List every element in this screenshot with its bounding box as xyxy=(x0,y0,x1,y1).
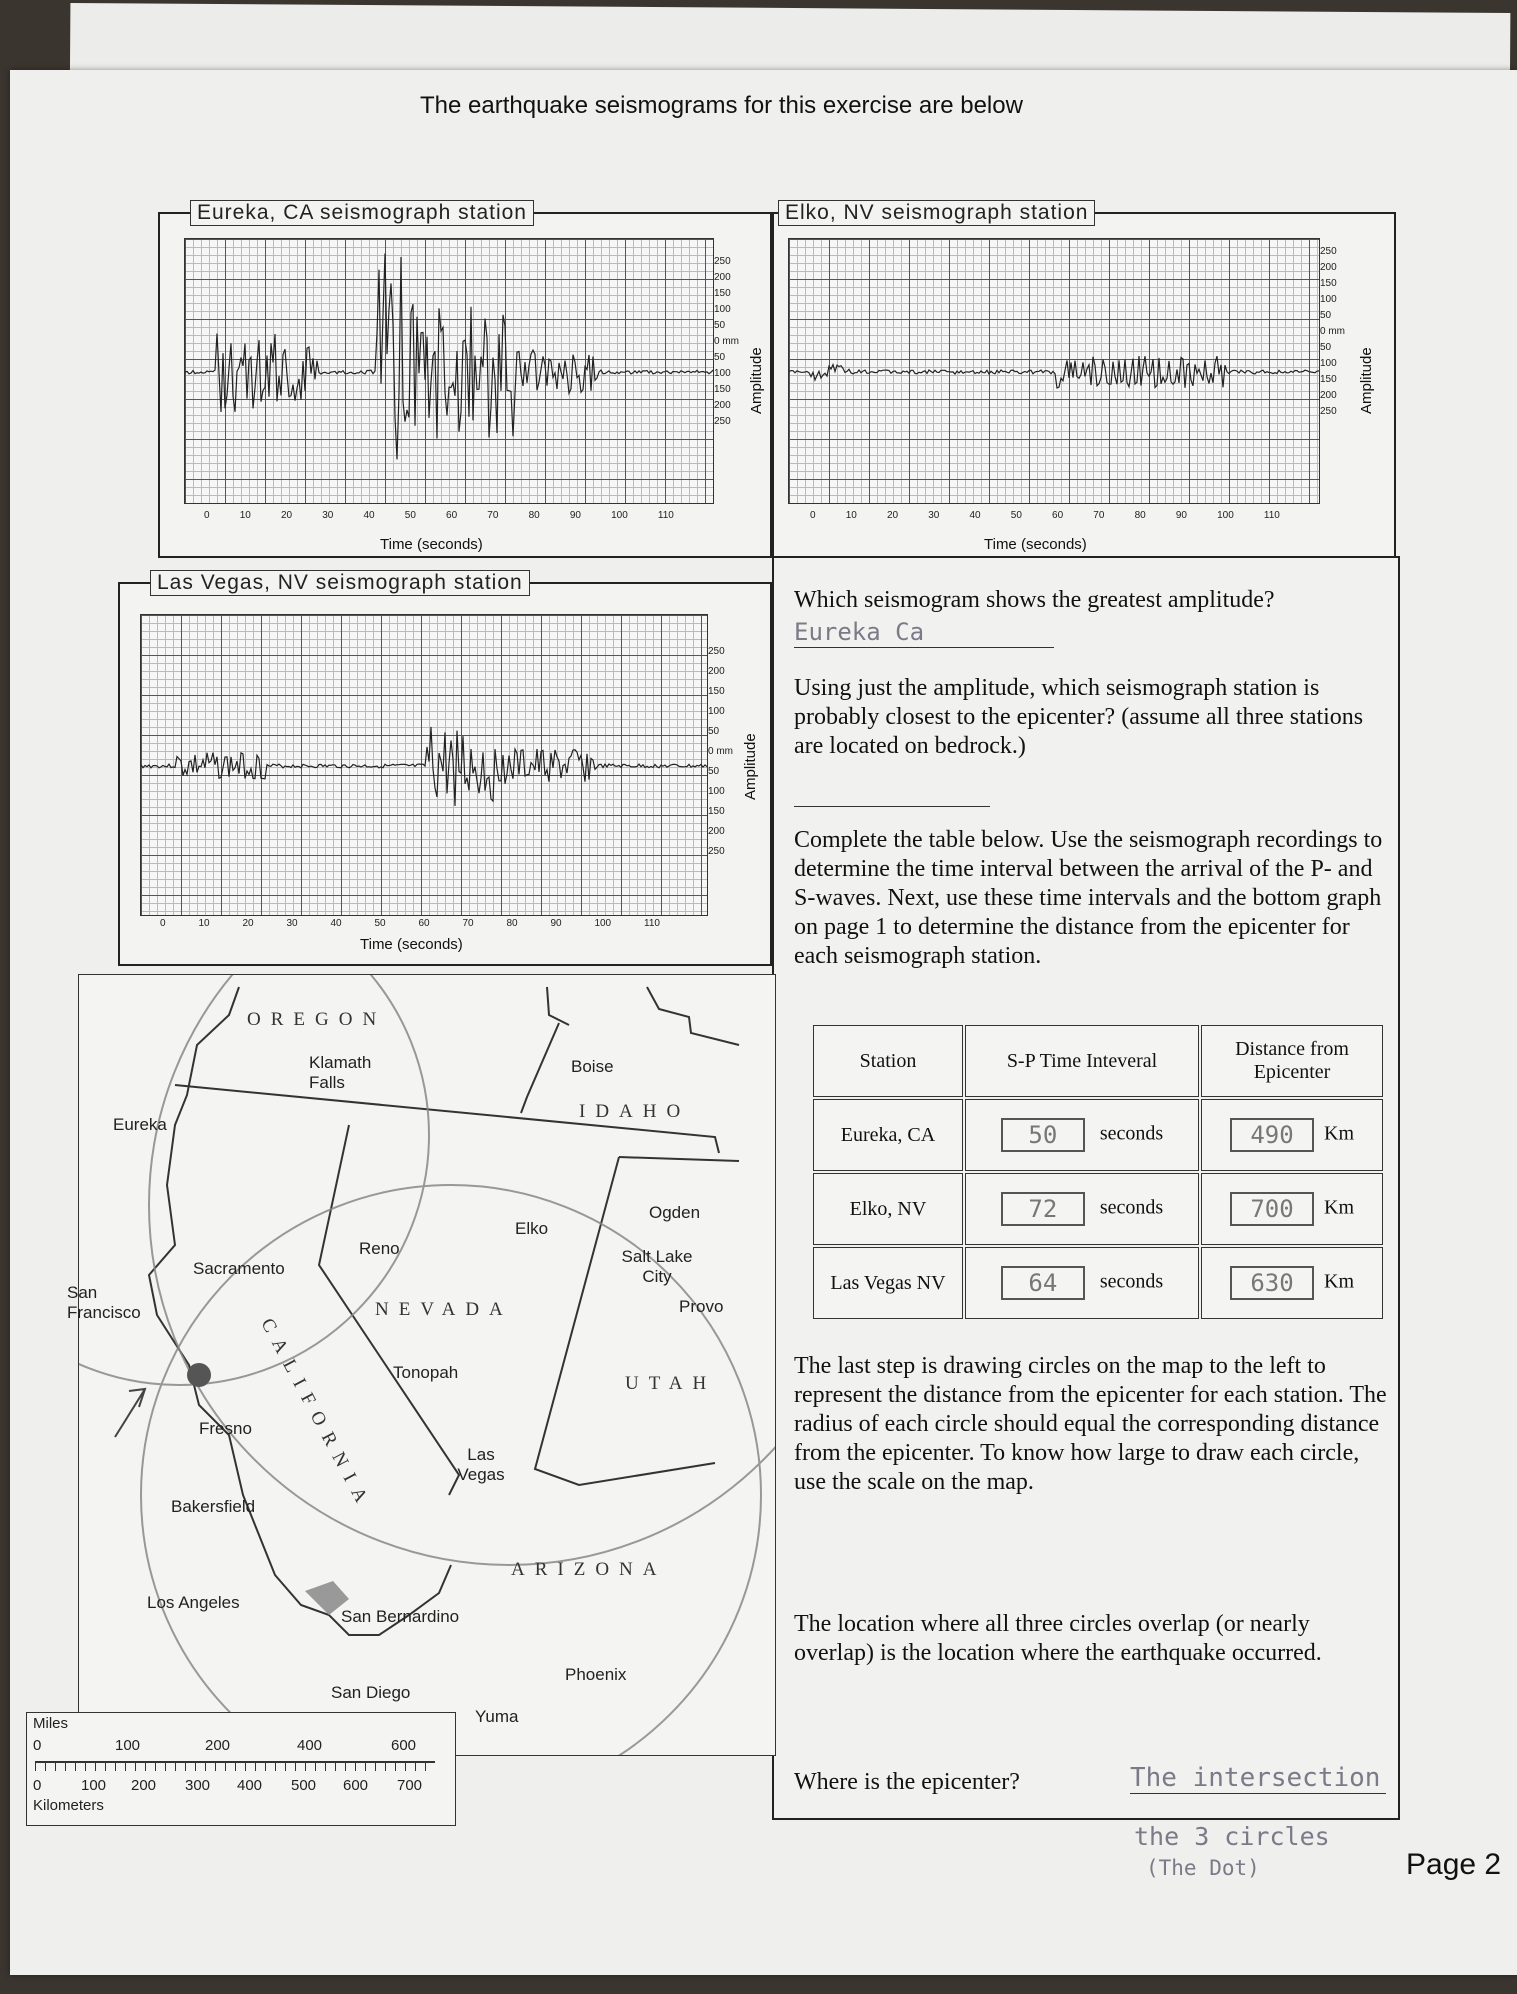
waveform xyxy=(789,356,1319,388)
time-tick: 110 xyxy=(644,918,660,929)
city-label: Salt Lake City xyxy=(621,1247,693,1286)
seismogram-trace xyxy=(185,239,713,503)
amplitude-tick: 200 xyxy=(714,272,731,283)
station-name: Elko, NV xyxy=(813,1173,963,1245)
miles-label: Miles xyxy=(33,1715,69,1732)
seconds-unit: seconds xyxy=(1099,1196,1164,1219)
kilometers-label: Kilometers xyxy=(33,1797,104,1814)
amplitude-tick: 50 xyxy=(1320,342,1332,353)
time-ticks xyxy=(204,510,674,521)
scale-tick: 700 xyxy=(397,1777,423,1794)
amplitude-tick: 200 xyxy=(1320,390,1337,401)
sp-interval-cell xyxy=(965,1173,1199,1245)
scale-tick: 300 xyxy=(185,1777,211,1794)
seismogram-plot xyxy=(788,238,1320,504)
waveform xyxy=(141,727,707,806)
answer-epicenter-line-2: the 3 circles xyxy=(1134,1822,1330,1851)
state-label: ARIZONA xyxy=(511,1559,667,1580)
time-tick: 50 xyxy=(1010,510,1022,521)
distance-circle-eureka xyxy=(79,975,429,1385)
answer-epicenter[interactable]: The intersection xyxy=(1130,1764,1386,1794)
amplitude-label: Amplitude xyxy=(742,733,759,800)
time-tick: 40 xyxy=(330,918,342,929)
city-label: Reno xyxy=(359,1239,400,1258)
amplitude-tick: 100 xyxy=(708,706,725,717)
city-label: San Bernardino xyxy=(341,1607,460,1626)
amplitude-tick: 150 xyxy=(1320,374,1337,385)
amplitude-tick: 150 xyxy=(714,288,731,299)
amplitude-tick: 150 xyxy=(708,806,725,817)
amplitude-tick: 250 xyxy=(1320,406,1337,417)
time-tick: 30 xyxy=(286,918,298,929)
amplitude-tick: 50 xyxy=(1320,310,1332,321)
seismogram-trace xyxy=(141,615,707,915)
km-ticks xyxy=(27,1775,455,1799)
seismogram-plot xyxy=(140,614,708,916)
time-tick: 0 xyxy=(810,510,816,521)
seconds-unit: seconds xyxy=(1099,1270,1164,1293)
distance-cell xyxy=(1201,1173,1383,1245)
time-tick: 10 xyxy=(239,510,251,521)
time-tick: 110 xyxy=(1263,510,1280,521)
scale-tick: 600 xyxy=(343,1777,369,1794)
city-label: Elko xyxy=(515,1219,549,1238)
city-label: Sacramento xyxy=(193,1259,285,1278)
time-tick: 100 xyxy=(611,510,628,521)
amplitude-tick: 200 xyxy=(708,666,725,677)
scale-tick: 100 xyxy=(81,1777,107,1794)
amplitude-tick: 250 xyxy=(714,416,731,427)
scale-tick: 200 xyxy=(131,1777,157,1794)
time-tick: 20 xyxy=(886,510,899,521)
distance-cell xyxy=(1201,1099,1383,1171)
city-label: Ogden xyxy=(649,1203,701,1222)
amplitude-tick: 200 xyxy=(714,400,731,411)
seismogram-elko xyxy=(772,201,1396,558)
time-tick: 20 xyxy=(242,918,254,929)
time-tick: 70 xyxy=(1093,510,1105,521)
km-unit: Km xyxy=(1324,1196,1354,1219)
distance-cell xyxy=(1201,1247,1383,1319)
distance-input[interactable]: 630 xyxy=(1230,1266,1314,1300)
page-number: Page 2 xyxy=(1406,1848,1502,1881)
amplitude-tick: 50 xyxy=(708,766,720,777)
time-tick: 40 xyxy=(969,510,981,521)
amplitude-tick: 150 xyxy=(1320,278,1337,289)
city-label: Eureka xyxy=(113,1115,167,1134)
city-label: Boise xyxy=(571,1057,614,1076)
amplitude-tick: 200 xyxy=(1320,262,1337,273)
instructions-overlap: The location where all three circles overlap (or nearly overlap) is the location where the earthquake occurred. xyxy=(794,1611,1322,1666)
table-header: Distance from Epicenter xyxy=(1201,1025,1383,1097)
seconds-unit: seconds xyxy=(1099,1122,1164,1145)
time-tick: 30 xyxy=(322,510,334,521)
seismogram-title: Las Vegas, NV seismograph station xyxy=(150,570,530,596)
amplitude-tick: 50 xyxy=(714,320,726,331)
table-header: Station xyxy=(813,1025,963,1097)
time-label: Time (seconds) xyxy=(984,536,1087,553)
seismogram-las-vegas xyxy=(118,571,772,966)
amplitude-tick: 0 mm xyxy=(708,746,733,757)
city-label: Klamath Falls xyxy=(309,1053,372,1092)
time-tick: 0 xyxy=(160,918,166,929)
arrow-mark xyxy=(115,1389,145,1437)
time-tick: 90 xyxy=(1175,510,1187,521)
state-label-california: CALIFORNIA xyxy=(256,1315,376,1515)
question-closest-station: Using just the amplitude, which seismograph station is probably closest to the epicenter? (assume all three stations are located on bedrock.) xyxy=(794,675,1364,759)
city-label: Bakersfield xyxy=(171,1497,256,1516)
seismogram-plot xyxy=(184,238,714,504)
city-label: San Diego xyxy=(331,1683,411,1702)
time-tick: 80 xyxy=(1134,510,1146,521)
question-epicenter: Where is the epicenter? xyxy=(794,1769,1020,1795)
time-tick: 60 xyxy=(1052,510,1064,521)
answer-closest-station-blank[interactable] xyxy=(794,780,990,807)
table-row xyxy=(813,1099,1383,1171)
time-tick: 90 xyxy=(569,510,581,521)
scale-tick: 600 xyxy=(391,1737,417,1754)
amplitude-tick: 50 xyxy=(708,726,720,737)
km-unit: Km xyxy=(1324,1122,1354,1145)
amplitude-tick: 150 xyxy=(714,384,731,395)
time-label: Time (seconds) xyxy=(380,536,483,553)
city-label: Phoenix xyxy=(565,1665,627,1684)
scale-tick: 100 xyxy=(115,1737,141,1754)
time-tick: 80 xyxy=(528,510,540,521)
amplitude-tick: 250 xyxy=(1320,246,1337,257)
distance-input[interactable]: 490 xyxy=(1230,1118,1314,1152)
scale-tick: 200 xyxy=(205,1737,231,1754)
question-panel xyxy=(772,556,1400,1820)
city-label: Provo xyxy=(679,1297,724,1316)
time-tick: 90 xyxy=(550,918,562,929)
table-row xyxy=(813,1173,1383,1245)
distance-input[interactable]: 700 xyxy=(1230,1192,1314,1226)
amplitude-tick: 100 xyxy=(1320,294,1337,305)
amplitude-tick: 100 xyxy=(714,304,731,315)
amplitude-tick: 0 mm xyxy=(714,336,739,347)
answer-epicenter-line-3: (The Dot) xyxy=(1146,1856,1260,1880)
km-unit: Km xyxy=(1324,1270,1354,1293)
instructions-table: Complete the table below. Use the seismograph recordings to determine the time interval between the arrival of the P- and S-waves. Next, use these time intervals and the bottom graph on page 1 to determine the distance from the epicenter for each seismograph station. xyxy=(794,827,1383,969)
city-label: Los Angeles xyxy=(147,1593,240,1612)
city-label: Las Vegas xyxy=(457,1445,505,1484)
amplitude-tick: 100 xyxy=(708,786,725,797)
time-tick: 70 xyxy=(487,510,499,521)
time-tick: 40 xyxy=(363,510,375,521)
epicenter-dot xyxy=(187,1363,211,1387)
state-label: NEVADA xyxy=(375,1299,513,1320)
sp-interval-input[interactable]: 64 xyxy=(1001,1266,1085,1300)
page-heading: The earthquake seismograms for this exercise are below xyxy=(420,92,1023,119)
city-label: Fresno xyxy=(199,1419,252,1438)
station-name: Las Vegas NV xyxy=(813,1247,963,1319)
scale-tick: 0 xyxy=(33,1737,42,1754)
sp-interval-input[interactable]: 72 xyxy=(1001,1192,1085,1226)
table-row xyxy=(813,1247,1383,1319)
time-tick: 20 xyxy=(280,510,293,521)
time-tick: 0 xyxy=(204,510,210,521)
city-label: San Francisco xyxy=(67,1283,141,1322)
seismogram-title: Eureka, CA seismograph station xyxy=(190,200,534,226)
time-tick: 100 xyxy=(594,918,612,929)
time-tick: 50 xyxy=(374,918,386,929)
city-label: Yuma xyxy=(475,1707,519,1726)
table-header-row xyxy=(813,1025,1383,1097)
scale-tick: 400 xyxy=(237,1777,263,1794)
state-label: OREGON xyxy=(247,1009,387,1030)
sp-interval-cell xyxy=(965,1099,1199,1171)
time-tick: 70 xyxy=(462,918,474,929)
station-name: Eureka, CA xyxy=(813,1099,963,1171)
question-greatest-amplitude: Which seismogram shows the greatest amplitude? xyxy=(794,587,1275,613)
scale-tick: 400 xyxy=(297,1737,323,1754)
time-tick: 10 xyxy=(198,918,210,929)
amplitude-scale xyxy=(708,642,733,862)
time-tick: 110 xyxy=(657,510,674,521)
time-tick: 30 xyxy=(928,510,940,521)
amplitude-tick: 50 xyxy=(714,352,726,363)
scale-tick: 500 xyxy=(291,1777,317,1794)
time-tick: 60 xyxy=(446,510,458,521)
time-label: Time (seconds) xyxy=(360,936,463,953)
amplitude-tick: 0 mm xyxy=(1320,326,1345,337)
western-us-map xyxy=(67,974,776,1756)
station-table xyxy=(811,1023,1385,1321)
amplitude-tick: 250 xyxy=(708,646,725,657)
seismogram-eureka xyxy=(158,201,772,558)
amplitude-label: Amplitude xyxy=(748,347,765,414)
amplitude-scale xyxy=(714,254,739,430)
amplitude-tick: 100 xyxy=(1320,358,1337,369)
time-ticks xyxy=(810,510,1280,521)
time-tick: 50 xyxy=(404,510,416,521)
amplitude-label: Amplitude xyxy=(1358,347,1375,414)
amplitude-tick: 250 xyxy=(708,846,725,857)
seismogram-trace xyxy=(789,239,1319,503)
time-tick: 100 xyxy=(1217,510,1234,521)
sp-interval-input[interactable]: 50 xyxy=(1001,1118,1085,1152)
waveform xyxy=(185,254,713,460)
city-label: Tonopah xyxy=(393,1363,459,1382)
table-header: S-P Time Inteveral xyxy=(965,1025,1199,1097)
sp-interval-cell xyxy=(965,1247,1199,1319)
time-tick: 80 xyxy=(506,918,518,929)
time-ticks xyxy=(160,918,660,929)
amplitude-scale xyxy=(1320,244,1345,420)
miles-ticks xyxy=(27,1735,455,1759)
seismogram-title: Elko, NV seismograph station xyxy=(778,200,1095,226)
amplitude-tick: 250 xyxy=(714,256,731,267)
state-label: IDAHO xyxy=(579,1101,691,1122)
time-tick: 60 xyxy=(418,918,430,929)
amplitude-tick: 100 xyxy=(714,368,731,379)
time-tick: 10 xyxy=(845,510,857,521)
answer-greatest-amplitude[interactable]: Eureka Ca xyxy=(794,618,1054,648)
amplitude-tick: 200 xyxy=(708,826,725,837)
scale-tick: 0 xyxy=(33,1777,42,1794)
state-label: UTAH xyxy=(625,1373,717,1394)
scale-bar xyxy=(35,1761,435,1771)
map-scale xyxy=(26,1712,456,1826)
amplitude-tick: 150 xyxy=(708,686,725,697)
instructions-circles: The last step is drawing circles on the map to the left to represent the distance from the epicenter for each station. The radius of each circle should equal the corresponding distance from the epicenter. To know how large to draw each circle, use the scale on the map. xyxy=(794,1353,1387,1495)
